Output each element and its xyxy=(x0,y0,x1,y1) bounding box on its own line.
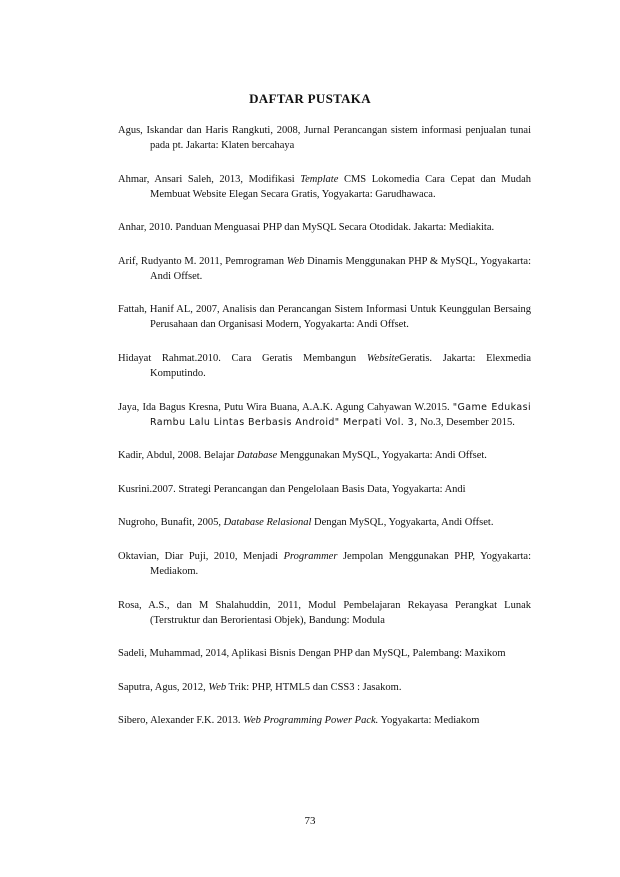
reference-text: Geratis. Jakarta: Elexmedia Komputindo. xyxy=(150,352,531,379)
reference-entry xyxy=(118,123,531,153)
reference-text: Yogyakarta: Mediakom xyxy=(378,715,480,727)
reference-text: Nugroho, Bunafit, 2005, xyxy=(118,517,224,529)
reference-text: Anhar, 2010. Panduan Menguasai PHP dan MySQL Secara Otodidak. Jakarta: Mediakita. xyxy=(118,222,495,234)
reference-text: Ahmar, Ansari Saleh, 2013, Modifikasi xyxy=(118,173,301,185)
page-number: 73 xyxy=(304,815,316,827)
reference-italic-text: Template xyxy=(300,173,339,185)
reference-text: Trik: PHP, HTML5 dan CSS3 : Jasakom. xyxy=(226,681,402,693)
page-title: DAFTAR PUSTAKA xyxy=(249,91,371,106)
reference-entry xyxy=(118,254,531,284)
reference-list xyxy=(118,123,531,747)
reference-italic-text: Web xyxy=(208,681,227,693)
reference-entry xyxy=(118,713,531,728)
reference-text: Saputra, Agus, 2012, xyxy=(118,681,209,693)
reference-text: CMS Lokomedia Cara Cepat dan Mudah Membuat Website Elegan Secara Gratis, Yogyakarta: Garudhawaca. xyxy=(150,173,532,200)
reference-entry xyxy=(118,351,531,381)
reference-text: Dengan MySQL, Yogyakarta, Andi Offset. xyxy=(311,517,494,529)
reference-text: Arif, Rudyanto M. 2011, Pemrograman xyxy=(118,255,287,267)
reference-text: Sadeli, Muhammad, 2014, Aplikasi Bisnis Dengan PHP dan MySQL, Palembang: Maxikom xyxy=(118,648,506,660)
reference-text: Menggunakan MySQL, Yogyakarta: Andi Offset. xyxy=(277,450,487,462)
reference-italic-text: Database Relasional xyxy=(223,517,312,529)
reference-entry xyxy=(118,646,531,661)
reference-italic-text: Web Programming Power Pack. xyxy=(243,715,379,727)
reference-entry xyxy=(118,400,531,430)
reference-text: Kadir, Abdul, 2008. Belajar xyxy=(118,450,237,462)
reference-text: Jaya, Ida Bagus Kresna, Putu Wira Buana, A.A.K. Agung Cahyawan W.2015. xyxy=(118,401,453,413)
reference-title-text: "Game Edukasi Rambu Lalu Lintas Berbasis Android" Merpati Vol. 3, xyxy=(150,401,531,428)
reference-text: Rosa, A.S., dan M Shalahuddin, 2011, Modul Pembelajaran Rekayasa Perangkat Lunak (Terstruktur dan Berorientasi Objek), Bandung: Modula xyxy=(118,599,531,626)
reference-italic-text: Database xyxy=(236,450,278,462)
reference-entry xyxy=(118,220,531,235)
reference-text: Sibero, Alexander F.K. 2013. xyxy=(118,715,244,727)
reference-entry xyxy=(118,482,531,497)
reference-italic-text: Web xyxy=(286,255,305,267)
reference-entry xyxy=(118,302,531,332)
reference-text: Oktavian, Diar Puji, 2010, Menjadi xyxy=(118,550,284,562)
reference-text: Agus, Iskandar dan Haris Rangkuti, 2008, Jurnal Perancangan sistem informasi penjualan tunai pada pt. Jakarta: Klaten bercahaya xyxy=(118,125,531,151)
reference-entry xyxy=(118,515,531,530)
reference-text: Hidayat Rahmat.2010. Cara Geratis Membangun xyxy=(118,352,367,364)
reference-entry xyxy=(118,448,531,463)
reference-text: Dinamis Menggunakan PHP & MySQL, Yogyakarta: Andi Offset. xyxy=(150,255,531,282)
reference-entry xyxy=(118,598,531,628)
reference-entry xyxy=(118,549,531,579)
reference-italic-text: Programmer xyxy=(283,550,338,562)
reference-text: No.3, Desember 2015. xyxy=(417,416,515,428)
reference-text: Fattah, Hanif AL, 2007, Analisis dan Perancangan Sistem Informasi Untuk Keunggulan Bersaing Perusahaan dan Organisasi Modern, Yogyakarta: Andi Offset. xyxy=(118,304,531,331)
reference-text: Kusrini.2007. Strategi Perancangan dan Pengelolaan Basis Data, Yogyakarta: Andi xyxy=(118,483,466,495)
reference-text: Jempolan Menggunakan PHP, Yogyakarta: Mediakom. xyxy=(150,550,531,577)
reference-entry xyxy=(118,172,531,202)
reference-entry xyxy=(118,680,531,695)
reference-italic-text: Website xyxy=(366,352,400,364)
